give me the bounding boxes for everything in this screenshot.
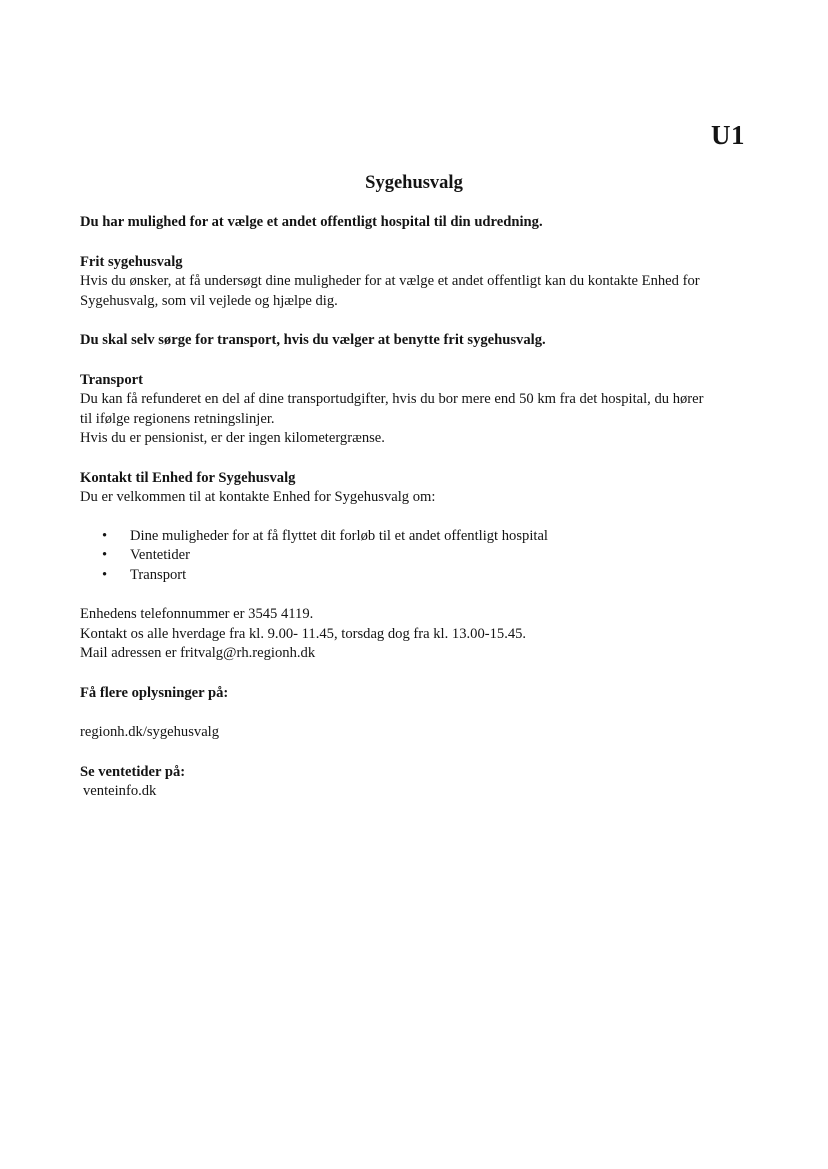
waiting-heading: Se ventetider på:: [80, 763, 186, 780]
bullet-icon: •: [102, 547, 108, 563]
list-item: [80, 546, 750, 566]
kontakt-line-1: Du er velkommen til at kontakte Enhed for Sygehusvalg om:: [80, 489, 436, 505]
kontakt-bullet-list: [80, 527, 750, 586]
transport-line-3: Hvis du er pensionist, er der ingen kilometergrænse.: [80, 430, 385, 446]
transport-line-2: til ifølge regionens retningslinjer.: [80, 410, 275, 427]
list-item-text: Transport: [130, 566, 187, 583]
list-item-text: Dine muligheder for at få flyttet dit forløb til et andet offentligt hospital: [130, 527, 548, 544]
frit-line-1: Hvis du ønsker, at få undersøgt dine muligheder for at vælge et andet offentligt kan du kontakte Enhed for: [80, 273, 700, 289]
frit-heading: Frit sygehusvalg: [80, 253, 183, 270]
mail-text: Mail adressen er fritvalg@rh.regionh.dk: [80, 645, 316, 661]
phone-text: Enhedens telefonnummer er 3545 4119.: [80, 606, 314, 622]
bullet-icon: •: [102, 566, 108, 583]
document-title: Sygehusvalg: [365, 173, 463, 193]
transport-heading: Transport: [80, 371, 143, 388]
kontakt-heading: Kontakt til Enhed for Sygehusvalg: [80, 469, 296, 486]
waiting-link: venteinfo.dk: [83, 783, 157, 799]
document-body: [80, 213, 750, 802]
list-item: [80, 527, 750, 547]
frit-line-2: Sygehusvalg, som vil vejlede og hjælpe dig.: [80, 292, 338, 309]
intro-text: Du har mulighed for at vælge et andet offentligt hospital til din udredning.: [80, 214, 543, 230]
transport-note: Du skal selv sørge for transport, hvis du vælger at benytte frit sygehusvalg.: [80, 332, 546, 348]
list-item: [80, 566, 750, 586]
more-info-link: regionh.dk/sygehusvalg: [80, 724, 220, 740]
list-item-text: Ventetider: [130, 547, 190, 563]
more-info-heading: Få flere oplysninger på:: [80, 684, 229, 701]
bullet-icon: •: [102, 527, 108, 544]
document-code: U1: [711, 120, 745, 150]
hours-text: Kontakt os alle hverdage fra kl. 9.00- 11.45, torsdag dog fra kl. 13.00-15.45.: [80, 625, 527, 642]
transport-line-1: Du kan få refunderet en del af dine transportudgifter, hvis du bor mere end 50 km fra det hospital, du hører: [80, 391, 704, 407]
